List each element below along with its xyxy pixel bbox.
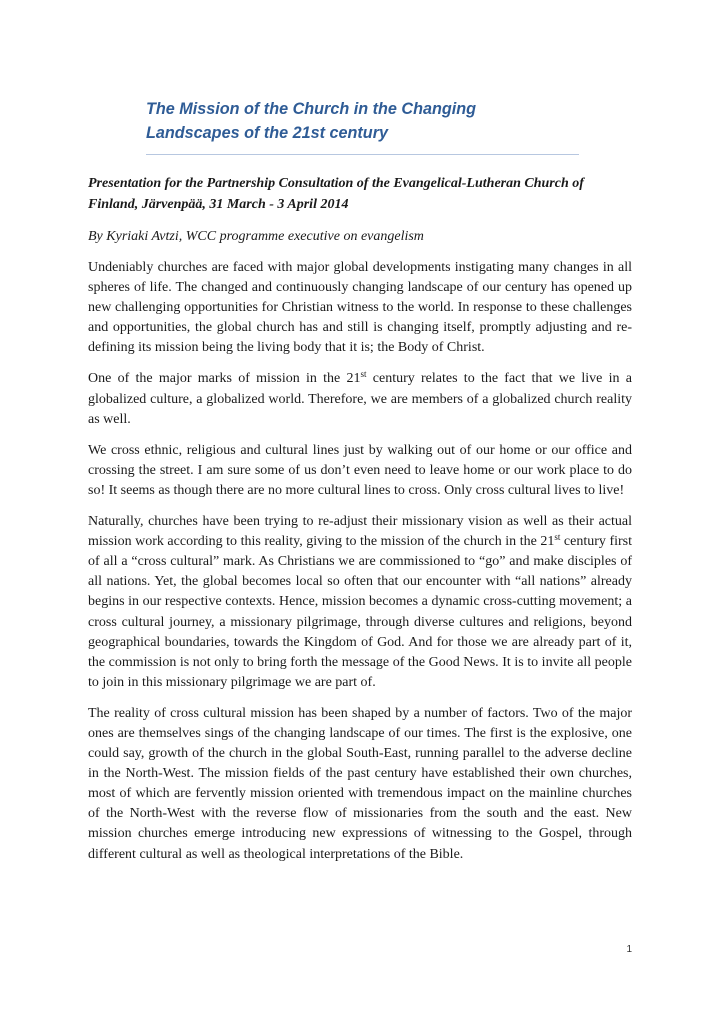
paragraph-4-text-a: Naturally, churches have been trying to re-adjust their missionary vision as well as their actual mission work according to this reality, giving to the mission of the church in the 21 [88, 514, 632, 550]
document-title [146, 97, 579, 145]
presentation-subtitle: Presentation for the Partnership Consultation of the Evangelical-Lutheran Church of Finland, Järvenpää, 31 March - 3 April 2014 [88, 176, 584, 212]
author-byline: By Kyriaki Avtzi, WCC programme executive on evangelism [88, 229, 424, 244]
paragraph-1: Undeniably churches are faced with major global developments instigating many changes in all spheres of life. The changed and continuously changing landscape of our century has opened up new challenging opportunities for Christian witness to the world. In response to these challenges and opportunities, the global church has and still is changing itself, promptly adjusting and re-defining its mission being the living body that it is; the Body of Christ. [88, 260, 632, 356]
paragraph-3: We cross ethnic, religious and cultural lines just by walking out of our home or our office and crossing the street. I am sure some of us don’t even need to leave home or our work place to do so! It seems as though there are no more cultural lines to cross. Only cross cultural lives to live! [88, 442, 632, 498]
title-line-2: Landscapes of the 21st century [146, 124, 388, 142]
paragraph-4-text-b: century first of all a “cross cultural” mark. As Christians we are commissioned to “go” and make disciples of all nations. Yet, the global becomes local so often that our encounter with “all nations” already begins in our respective contexts. Hence, mission becomes a dynamic cross-cutting movement; a cross cultural journey, a missionary pilgrimage, through diverse cultures and religions, beyond geographical boundaries, towards the Kingdom of God. And for those we are already part of it, the commission is not only to bring forth the message of the Good News. It is to invite all people to join in this missionary pilgrimage we are part of. [88, 534, 633, 690]
paragraph-2 [88, 369, 632, 429]
paragraph-4 [88, 512, 632, 693]
paragraph-5: The reality of cross cultural mission has been shaped by a number of factors. Two of the major ones are themselves sings of the changing landscape of our times. The first is the explosive, one could say, growth of the church in the global South-East, running parallel to the adverse decline in the North-West. The mission fields of the past century have established their own churches, most of which are fervently mission oriented with tremendous impact on the mainline churches of the North-West with the reverse flow of missionaries from the south and the east. New mission churches emerge introducing new expressions of witnessing to the Gospel, through different cultural as well as theological interpretations of the Bible. [88, 705, 632, 862]
title-line-1: The Mission of the Church in the Changing [146, 100, 477, 118]
paragraph-2-text-b: century relates to the fact that we live in a globalized culture, a globalized world. Therefore, we are members of a globalized church reality as well. [88, 371, 632, 427]
paragraph-4-ordinal: st [554, 532, 561, 543]
page-number: 1 [626, 944, 632, 955]
title-block [146, 97, 579, 155]
paragraph-2-ordinal: st [360, 369, 367, 380]
paragraph-2-text-a: One of the major marks of mission in the 21 [88, 371, 361, 387]
